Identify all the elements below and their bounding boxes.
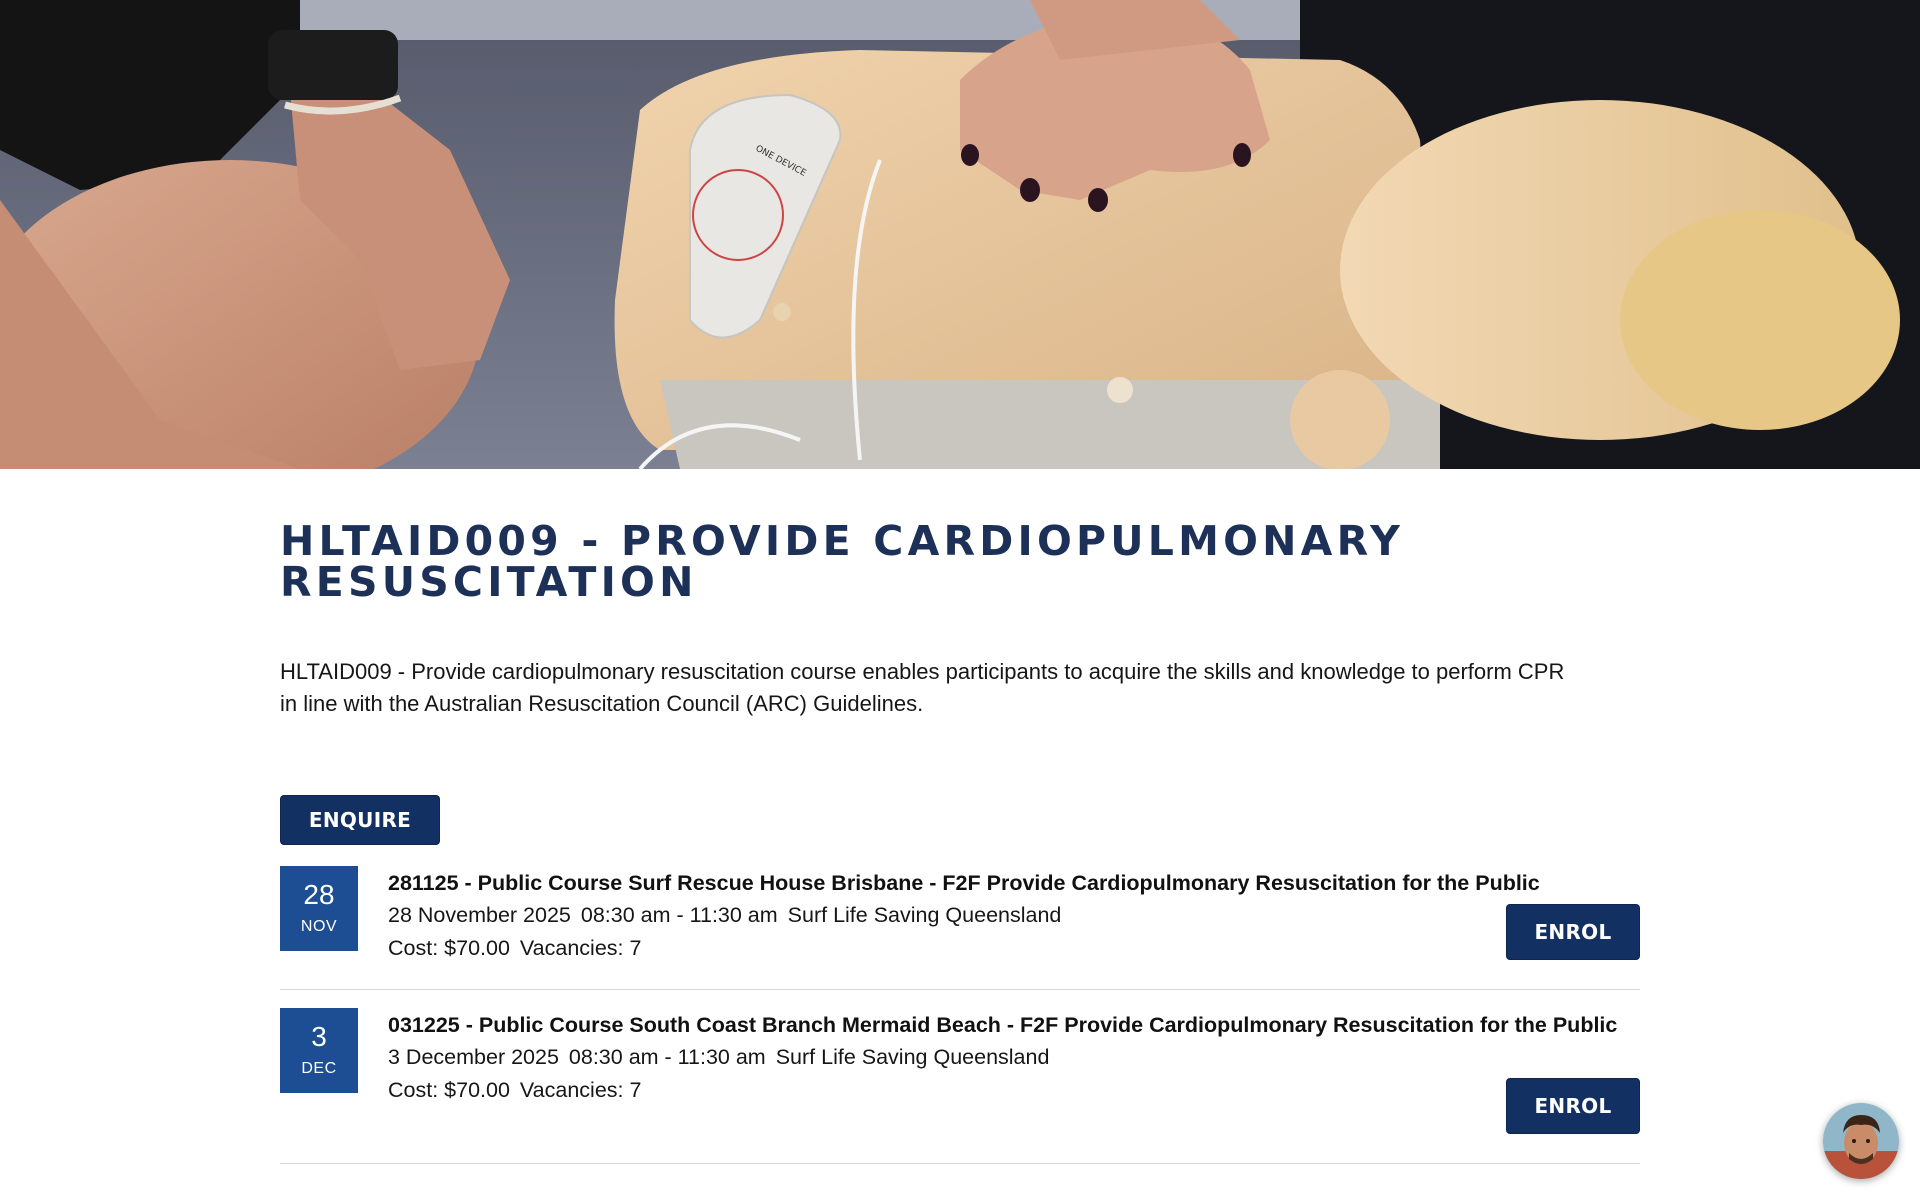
enquire-button[interactable]: ENQUIRE	[280, 795, 440, 845]
hero-image	[0, 0, 1920, 469]
course-title: 031225 - Public Course South Coast Branch Mermaid Beach - F2F Provide Cardiopulmonary Resuscitation for the Public	[388, 1013, 1618, 1037]
course-vacancies: Vacancies: 7	[519, 936, 642, 960]
course-title: 281125 - Public Course Surf Rescue House Brisbane - F2F Provide Cardiopulmonary Resuscitation for the Public	[388, 871, 1540, 895]
course-info	[388, 1009, 1640, 1107]
course-meta	[388, 1041, 1640, 1074]
course-cost-line	[388, 932, 1640, 965]
course-time: 08:30 am - 11:30 am	[580, 903, 778, 927]
course-session-item	[280, 1008, 1640, 1164]
course-content	[280, 469, 1640, 1118]
date-badge	[280, 866, 358, 951]
course-cost: Cost: $70.00	[388, 936, 510, 960]
enrol-button[interactable]: ENROL	[1506, 904, 1640, 960]
course-date: 28 November 2025	[388, 903, 571, 927]
course-meta	[388, 899, 1640, 932]
course-vacancies: Vacancies: 7	[519, 1078, 642, 1102]
course-cost: Cost: $70.00	[388, 1078, 510, 1102]
course-description: HLTAID009 - Provide cardiopulmonary resuscitation course enables participants to acquire the skills and knowledge to perform CPR in line with the Australian Resuscitation Council (ARC) Guidelines.	[280, 659, 1565, 716]
course-session-item	[280, 866, 1640, 990]
enrol-button[interactable]: ENROL	[1506, 1078, 1640, 1134]
date-day: 3	[311, 1021, 327, 1052]
course-date: 3 December 2025	[388, 1045, 559, 1069]
course-time: 08:30 am - 11:30 am	[568, 1045, 766, 1069]
support-avatar-icon[interactable]	[1823, 1103, 1899, 1179]
page-title: HLTAID009 - PROVIDE CARDIOPULMONARY RESUSCITATION	[280, 517, 1404, 606]
date-badge	[280, 1008, 358, 1093]
date-day: 28	[303, 879, 335, 910]
aed-pad-text: ONE DEVICE	[753, 143, 808, 179]
date-month: DEC	[301, 1060, 337, 1077]
course-provider: Surf Life Saving Queensland	[775, 1045, 1050, 1069]
course-cost-line	[388, 1074, 1640, 1107]
date-month: NOV	[300, 918, 338, 935]
course-provider: Surf Life Saving Queensland	[787, 903, 1062, 927]
course-info	[388, 867, 1640, 965]
